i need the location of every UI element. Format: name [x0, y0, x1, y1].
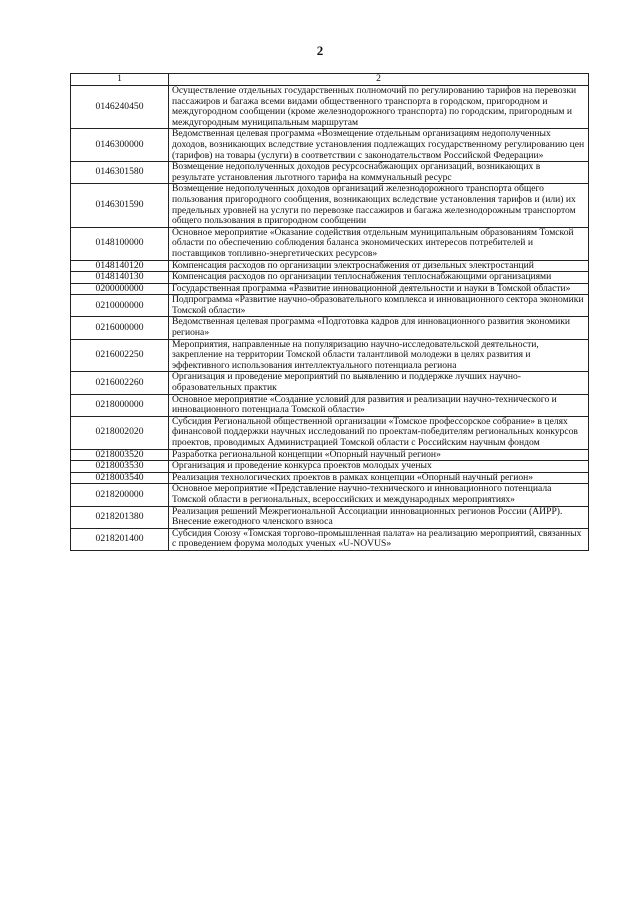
target-article-code: 0148140130 [71, 272, 169, 284]
table-body [71, 86, 589, 551]
table-row [71, 506, 589, 528]
target-article-code: 0218201400 [71, 528, 169, 550]
budget-classification-table [70, 73, 589, 551]
target-article-code: 0218201380 [71, 506, 169, 528]
target-article-description: Основное мероприятие «Создание условий для развития и реализации научно-технического и инновационного потенциала Томской области» [169, 394, 589, 416]
target-article-description: Осуществление отдельных государственных полномочий по регулированию тарифов на перевозки пассажиров и багажа всеми видами общественного транспорта в городском, пригородном и междугородном сообщении (кроме железнодорожного транспорта) по городским, пригородным и междугородным муниципальным маршрутам [169, 86, 589, 129]
target-article-description: Компенсация расходов по организации теплоснабжения теплоснабжающими организациями [169, 272, 589, 284]
table-row [71, 339, 589, 372]
table-row [71, 484, 589, 506]
table-row [71, 162, 589, 184]
target-article-code: 0216002250 [71, 339, 169, 372]
target-article-code: 0146301590 [71, 184, 169, 227]
target-article-code: 0218003540 [71, 472, 169, 484]
table-row [71, 283, 589, 295]
table-row [71, 394, 589, 416]
table-row [71, 528, 589, 550]
target-article-code: 0218000000 [71, 394, 169, 416]
table-row [71, 184, 589, 227]
target-article-code: 0218003530 [71, 461, 169, 473]
table-row [71, 295, 589, 317]
target-article-code: 0216000000 [71, 317, 169, 339]
column-header-description: 2 [169, 74, 589, 86]
target-article-description: Возмещение недополученных доходов организаций железнодорожного транспорта общего пользования пригородного сообщения, возникающих вследствие установления тарифов и (или) их предельных уровней на услуги по перевозке пассажиров и багажа железнодорожным транспортом общего пользования в пригородном сообщении [169, 184, 589, 227]
target-article-description: Субсидия Союзу «Томская торгово-промышленная палата» на реализацию мероприятий, связанных с проведением форума молодых ученых «U-NOVUS» [169, 528, 589, 550]
target-article-code: 0216002260 [71, 372, 169, 394]
target-article-description: Субсидия Региональной общественной организации «Томское профессорское собрание» в целях финансовой поддержки научных исследований по проектам-победителям региональных конкурсов проектов, проводимых Администрацией Томской области с Российским научным фондом [169, 416, 589, 449]
target-article-code: 0210000000 [71, 295, 169, 317]
target-article-code: 0148140120 [71, 260, 169, 272]
target-article-description: Ведомственная целевая программа «Подготовка кадров для инновационного развития экономики региона» [169, 317, 589, 339]
table-row [71, 372, 589, 394]
target-article-description: Государственная программа «Развитие инновационной деятельности и науки в Томской области» [169, 283, 589, 295]
target-article-description: Основное мероприятие «Оказание содействия отдельным муниципальным образованиям Томской области по обеспечению соблюдения баланса экономических интересов потребителей и поставщиков топливно-энергетических ресурсов» [169, 227, 589, 260]
table-row [71, 472, 589, 484]
target-article-description: Организация и проведение конкурса проектов молодых ученых [169, 461, 589, 473]
page-number: 2 [316, 43, 324, 58]
table-row [71, 260, 589, 272]
target-article-description: Ведомственная целевая программа «Возмещение отдельным организациям недополученных доходов, возникающих вследствие установления подлежащих государственному регулированию цен (тарифов) на товары (услуги) в соответствии с законодательством Российской Федерации» [169, 129, 589, 162]
target-article-description: Компенсация расходов по организации электроснабжения от дизельных электростанций [169, 260, 589, 272]
target-article-description: Мероприятия, направленные на популяризацию научно-исследовательской деятельности, закрепление на территории Томской области талантливой молодежи в целях развития и эффективного использования интеллектуального потенциала региона [169, 339, 589, 372]
target-article-code: 0148100000 [71, 227, 169, 260]
target-article-code: 0218002020 [71, 416, 169, 449]
target-article-description: Возмещение недополученных доходов ресурсоснабжающих организаций, возникающих в результате установления льготного тарифа на коммунальный ресурс [169, 162, 589, 184]
table-row [71, 227, 589, 260]
target-article-code: 0200000000 [71, 283, 169, 295]
table-row [71, 416, 589, 449]
target-article-code: 0146301580 [71, 162, 169, 184]
table-row [71, 129, 589, 162]
target-article-description: Подпрограмма «Развитие научно-образовательного комплекса и инновационного сектора экономики Томской области» [169, 295, 589, 317]
target-article-description: Разработка региональной концепции «Опорный научный регион» [169, 449, 589, 461]
target-article-description: Реализация решений Межрегиональной Ассоциации инновационных регионов России (АИРР). Внесение ежегодного членского взноса [169, 506, 589, 528]
column-header-code: 1 [71, 74, 169, 86]
target-article-description: Организация и проведение мероприятий по выявлению и поддержке лучших научно-образовательных практик [169, 372, 589, 394]
target-article-description: Основное мероприятие «Представление научно-технического и инновационного потенциала Томской области в региональных, всероссийских и международных мероприятиях» [169, 484, 589, 506]
target-article-description: Реализация технологических проектов в рамках концепции «Опорный научный регион» [169, 472, 589, 484]
target-article-code: 0146300000 [71, 129, 169, 162]
table-row [71, 317, 589, 339]
target-article-code: 0218200000 [71, 484, 169, 506]
target-article-code: 0218003520 [71, 449, 169, 461]
table-row [71, 461, 589, 473]
table-row [71, 86, 589, 129]
table-row [71, 272, 589, 284]
table-header-row [71, 74, 589, 86]
target-article-code: 0146240450 [71, 86, 169, 129]
table-row [71, 449, 589, 461]
